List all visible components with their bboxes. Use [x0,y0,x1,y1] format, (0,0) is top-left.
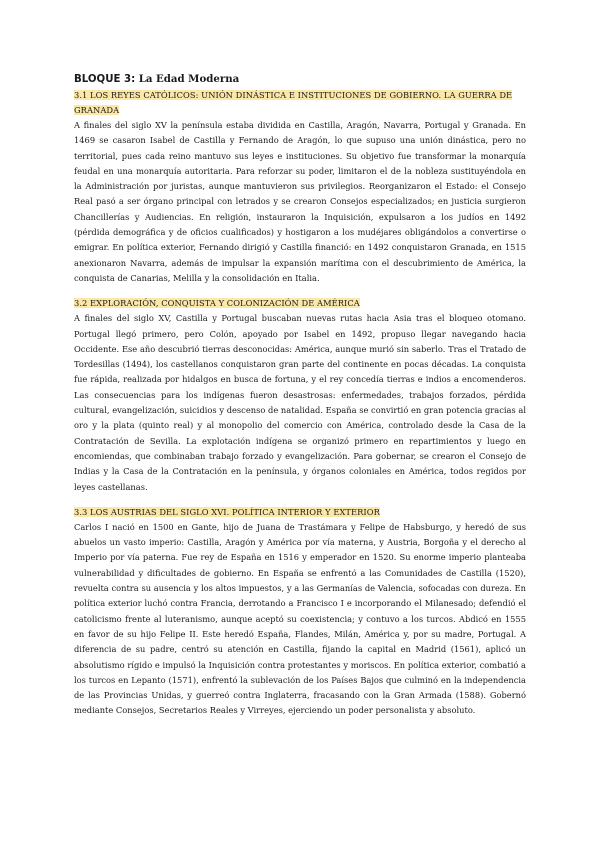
section-america [74,296,526,495]
block-tag: BLOQUE 3: [74,74,136,85]
section-austrias [74,505,526,719]
section-title: 3.2 EXPLORACIÓN, CONQUISTA Y COLONIZACIÓN DE AMÉRICA [74,298,360,309]
section-paragraph: A finales del siglo XV, Castilla y Portugal buscaban nuevas rutas hacia Asia tras el bloqueo otomano. Portugal llegó primero, pero Colón, apoyado por Isabel en 1492, propuso llegar navegando hacia Occidente. Ese año descubrió tierras desconocidas: América, aunque murió sin saberlo. Tras el Tratado de Tordesillas (1494), los castellanos conquistaron gran parte del continente en pocas décadas. La conquista fue rápida, realizada por hidalgos en busca de fortuna, y el rey concedía tierras e indios a encomenderos. Las consecuencias para los indígenas fueron desastrosas: enfermedades, trabajos forzados, pérdida cultural, evangelización, suicidios y descenso de natalidad. España se convirtió en gran potencia gracias al oro y la plata (quinto real) y al monopolio del comercio con América, controlado desde la Casa de la Contratación de Sevilla. La explotación indígena se organizó primero en repartimientos y luego en encomiendas, que combinaban trabajo forzado y evangelización. Para gobernar, se crearon el Consejo de Indias y la Casa de la Contratación en la península, y órganos coloniales en América, todos regidos por leyes castellanas. [74,313,526,492]
section-reyes-catolicos [74,88,526,286]
section-paragraph: A finales del siglo XV la península estaba dividida en Castilla, Aragón, Navarra, Portugal y Granada. En 1469 se casaron Isabel de Castilla y Fernando de Aragón, lo que supuso una unión dinástica, pero no territorial, pues cada reino mantuvo sus leyes e instituciones. Su objetivo fue transformar la monarquía feudal en una monarquía autoritaria. Para reforzar su poder, limitaron el de la nobleza sustituyéndola en la Administración por juristas, aunque mantuvieron sus privilegios. Reorganizaron el Estado: el Consejo Real pasó a ser órgano principal con letrados y se crearon Consejos especializados; en justicia surgieron Chancillerías y Audiencias. En religión, instauraron la Inquisición, expulsaron a los judíos en 1492 (pérdida demográfica y de oficios cualificados) y hostigaron a los mudéjares obligándolos a convertirse o emigrar. En política exterior, Fernando dirigió y Castilla financió: en 1492 conquistaron Granada, en 1515 anexionaron Navarra, además de impulsar la expansión marítima con el descubrimiento de América, la conquista de Canarias, Melilla y la consolidación en Italia. [74,120,526,283]
block-title: La Edad Moderna [135,73,240,85]
section-paragraph: Carlos I nació en 1500 en Gante, hijo de Juana de Trastámara y Felipe de Habsburgo, y heredó de sus abuelos un vasto imperio: Castilla, Aragón y América por vía materna, y Austria, Borgoña y el derecho al Imperio por vía paterna. Fue rey de España en 1516 y emperador en 1520. Su enorme imperio planteaba vulnerabilidad y dificultades de gobierno. En España se enfrentó a las Comunidades de Castilla (1520), revuelta contra su ausencia y los altos impuestos, y a las Germanías de Valencia, sofocadas con dureza. En política exterior luchó contra Francia, derrotando a Francisco I e incorporando el Milanesado; defendió el catolicismo frente al luteranismo, aunque aceptó su coexistencia; y contuvo a los turcos. Abdicó en 1555 en favor de su hijo Felipe II. Este heredó España, Flandes, Milán, América y, por su madre, Portugal. A diferencia de su padre, centró su atención en Castilla, fijando la capital en Madrid (1561), aplicó un absolutismo rígido e impulsó la Inquisición contra protestantes y moriscos. En política exterior, combatió a los turcos en Lepanto (1571), enfrentó la sublevación de los Países Bajos que culminó en la independencia de las Provincias Unidas, y guerreó contra Inglaterra, fracasando con la Gran Armada (1588). Gobernó mediante Consejos, Secretarios Reales y Virreyes, ejerciendo un poder personalista y absoluto. [74,521,526,716]
section-title: 3.3 LOS AUSTRIAS DEL SIGLO XVI. POLÍTICA INTERIOR Y EXTERIOR [74,506,380,517]
section-title: 3.1 LOS REYES CATÓLICOS: UNIÓN DINÁSTICA E INSTITUCIONES DE GOBIERNO. LA GUERRA DE GRANADA [74,90,513,115]
block-heading [74,73,526,86]
